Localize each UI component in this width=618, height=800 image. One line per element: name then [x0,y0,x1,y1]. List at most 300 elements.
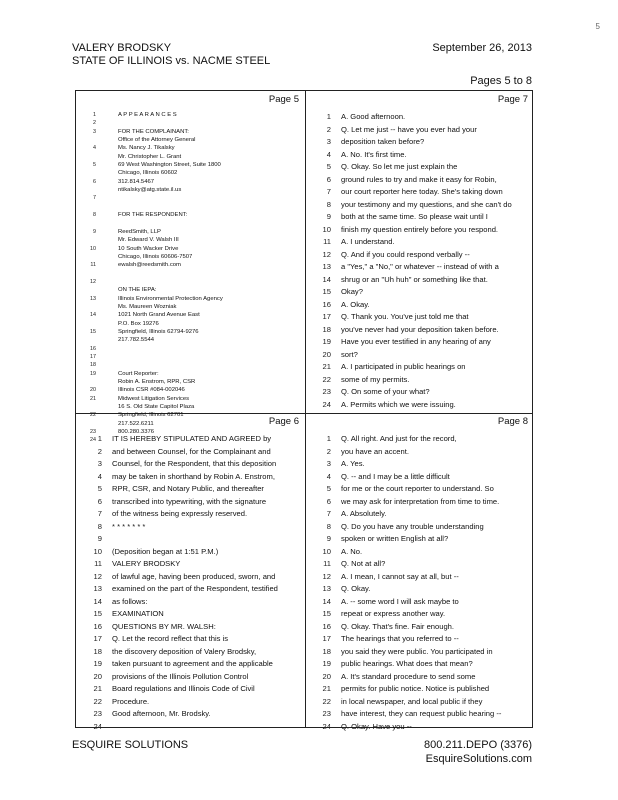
line-number [76,270,118,278]
transcript-line [76,370,305,378]
line-text: Have you ever testified in any hearing of any [341,337,491,346]
transcript-line [305,161,534,174]
line-text: Counsel, for the Respondent, that this deposition [112,459,277,468]
line-number: 11 [94,559,102,568]
transcript-line [305,386,534,399]
line-text: VALERY BRODSKY [112,559,181,568]
line-text: repeat or express another way. [341,609,446,618]
transcript-line [76,596,305,609]
transcript-line [305,374,534,387]
line-number [76,186,118,194]
line-number: 13 [322,584,331,593]
transcript-line [76,153,305,161]
transcript-page-6 [76,413,305,735]
line-number: 19 [322,659,331,668]
line-number: 20 [322,671,331,681]
line-number: 16 [90,345,96,352]
transcript-line [305,336,534,349]
line-text: Q. Let me just -- have you ever had your [341,124,477,134]
line-number [76,169,118,177]
line-number: 15 [322,609,331,618]
transcript-line [76,395,305,403]
line-number: 9 [93,228,96,235]
line-text: 1021 North Grand Avenue East [118,312,200,319]
line-number: 24 [90,437,96,444]
transcript-page-7 [305,91,534,413]
line-number: 23 [93,709,102,718]
line-number: 5 [326,484,331,493]
line-number: 21 [322,362,331,371]
line-text: and between Counsel, for the Complainant and [112,446,271,456]
line-number: 21 [93,684,102,693]
line-text: * * * * * * * [112,521,146,531]
transcript-line [305,621,534,634]
transcript-line [305,111,534,124]
line-text: Office of the Attorney General [118,137,196,144]
transcript-line [305,174,534,187]
line-number [76,378,118,386]
transcript-line [305,274,534,287]
transcript-line [305,199,534,212]
line-text: we may ask for interpretation from time to time. [341,496,500,506]
line-text: you've never had your deposition taken before. [341,324,499,334]
transcript-line [305,311,534,324]
line-number [76,336,118,344]
line-number: 16 [93,621,102,631]
line-number: 1 [326,112,331,121]
company-phone: 800.211.DEPO (3376) [423,739,532,751]
line-text [118,270,305,278]
transcript-line [76,144,305,152]
transcript-line [305,708,534,721]
line-text: ReedSmith, LLP [118,228,161,235]
line-number: 13 [93,584,102,593]
transcript-line [76,546,305,559]
transcript-line [76,303,305,311]
transcript-line [76,433,305,446]
transcript-line [305,546,534,559]
line-text: A. Okay. [341,299,370,309]
line-number: 6 [326,496,331,506]
line-number: 3 [97,459,102,468]
transcript-line [305,399,534,412]
transcript-line [305,261,534,274]
line-text: 217.782.5544 [118,337,155,344]
line-text: in local newspaper, and local public if they [341,696,483,706]
line-number: 1 [97,434,102,443]
line-number: 9 [326,534,331,543]
line-number: 10 [93,546,102,556]
line-number: 9 [97,534,102,543]
line-number: 11 [323,237,331,246]
line-text: you said they were public. You participated in [341,646,493,656]
line-text: Q. On some of your what? [341,387,430,396]
line-number: 6 [326,174,331,184]
line-text: Chicago, Illinois 60606-7507 [118,253,193,260]
transcript-line [305,496,534,509]
line-text: A. I mean, I cannot say at all, but -- [341,571,459,581]
line-number: 15 [90,328,96,335]
line-text: as follows: [112,596,148,606]
line-text: taken pursuant to agreement and the applicable [112,659,273,668]
line-text: you have an accent. [341,446,409,456]
transcript-line [305,521,534,534]
transcript-line [76,336,305,344]
line-number: 18 [322,646,331,656]
transcript-line [76,508,305,521]
line-text: Mr. Edward V. Walsh III [118,237,179,244]
line-text: Q. Okay. So let me just explain the [341,162,458,171]
transcript-page-8 [305,413,534,735]
line-number: 20 [93,671,102,681]
line-text: Q. Thank you. You've just told me that [341,312,469,321]
line-number: 22 [322,374,331,384]
line-text: Springfield, Illinois 62701 [118,412,184,419]
transcript-line [76,521,305,534]
line-text: A. Good afternoon. [341,112,406,121]
line-number: 10 [322,546,331,556]
transcript-line [76,683,305,696]
line-number [76,253,118,261]
line-number: 7 [326,187,331,196]
company-name: ESQUIRE SOLUTIONS [72,739,189,751]
transcript-line [305,671,534,684]
line-text: ground rules to try and make it easy for Robin, [341,174,497,184]
transcript-line [305,186,534,199]
line-text: finish my question entirely before you respond. [341,224,499,234]
line-text [112,721,305,734]
line-text: 312.814.5467 [118,178,155,185]
transcript-line [76,633,305,646]
line-number [76,286,118,294]
line-text: 16 S. Old State Capitol Plaza [118,404,195,411]
line-number: 2 [97,446,102,456]
line-text: 217.522.6211 [118,420,154,427]
transcript-line [305,608,534,621]
line-text: RPR, CSR, and Notary Public, and thereafter [112,484,264,493]
page-lines [76,111,305,445]
line-text: Illinois CSR #084-002046 [118,387,185,394]
line-text: of lawful age, having been produced, sworn, and [112,571,276,581]
case-title: STATE OF ILLINOIS vs. NACME STEEL [72,55,271,67]
line-number: 7 [326,509,331,518]
line-number: 12 [322,571,331,581]
transcript-line [76,646,305,659]
transcript-grid [75,90,533,731]
line-text: Q. Okay. That's fine. Fair enough. [341,621,455,631]
line-text: A. No. It's first time. [341,149,407,159]
line-number: 4 [326,471,331,481]
line-number: 5 [326,162,331,171]
line-text: IT IS HEREBY STIPULATED AND AGREED by [112,434,272,443]
line-number: 24 [322,399,331,409]
line-text: 800.280.3376 [118,429,155,436]
transcript-line [305,596,534,609]
line-number: 19 [90,370,96,377]
line-number: 16 [322,621,331,631]
transcript-line [305,696,534,709]
line-text [112,533,305,546]
line-number: 22 [322,696,331,706]
line-number: 20 [90,387,96,394]
transcript-line [76,178,305,186]
line-text: Q. All right. And just for the record, [341,434,457,443]
line-number [76,403,118,411]
line-number: 17 [322,312,331,321]
line-text: spoken or written English at all? [341,534,449,543]
line-text: have interest, they can request public hearing -- [341,709,502,718]
transcript-line [305,224,534,237]
line-number: 2 [326,446,331,456]
line-text [118,194,305,202]
line-number: 7 [97,509,102,518]
transcript-line [305,683,534,696]
line-number: 8 [93,212,96,219]
line-text: QUESTIONS BY MR. WALSH: [112,621,216,631]
line-number: 5 [93,162,96,169]
line-text: sort? [341,349,358,359]
transcript-line [76,708,305,721]
line-number: 6 [93,178,96,185]
line-text: A P P E A R A N C E S [118,112,177,118]
transcript-line [76,446,305,459]
transcript-line [305,349,534,362]
transcript-line [305,361,534,374]
line-text: Ms. Nancy J. Tikalsky [118,145,175,152]
line-number: 8 [326,199,331,209]
line-number: 10 [90,245,96,252]
line-number: 21 [90,395,96,402]
line-text: The hearings that you referred to -- [341,634,459,643]
transcript-line [305,124,534,137]
line-text: our court reporter here today. She's taking down [341,187,503,196]
transcript-line [76,378,305,386]
line-number: 22 [90,412,96,419]
line-text: Court Reporter: [118,370,159,377]
line-number [76,136,118,144]
line-number: 2 [326,124,331,134]
line-number: 8 [97,521,102,531]
line-text [118,278,305,286]
transcript-line [76,295,305,303]
line-number: 1 [93,112,96,118]
transcript-line [305,533,534,546]
line-text: Springfield, Illinois 62794-9276 [118,328,199,335]
line-text: Illinois Environmental Protection Agency [118,295,223,302]
line-number [76,303,118,311]
line-text: for me or the court reporter to understand. So [341,484,494,493]
transcript-line [305,299,534,312]
transcript-line [76,345,305,353]
line-number: 23 [322,387,331,396]
line-number: 23 [322,709,331,718]
transcript-line [76,320,305,328]
line-text: Q. Let the record reflect that this is [112,634,229,643]
line-number: 11 [90,262,96,269]
line-text: transcribed into typewriting, with the signature [112,496,267,506]
transcript-line [76,261,305,269]
line-text: Okay? [341,287,363,296]
line-number: 24 [322,721,331,731]
line-text: Chicago, Illinois 60602 [118,170,178,177]
line-text: A. -- some word I will ask maybe to [341,596,459,606]
transcript-line [76,583,305,596]
line-text [118,219,305,227]
transcript-line [76,458,305,471]
line-text: Procedure. [112,696,150,706]
transcript-line [305,149,534,162]
line-text: Ms. Maureen Wozniak [118,303,177,310]
line-number: 15 [93,609,102,618]
line-number: 21 [322,684,331,693]
transcript-line [305,446,534,459]
line-number: 4 [326,149,331,159]
line-number: 4 [97,471,102,481]
line-text: your testimony and my questions, and she can't do [341,199,512,209]
line-number [76,320,118,328]
transcript-line [305,483,534,496]
transcript-line [76,236,305,244]
corner-page-mark: 5 [595,22,600,31]
transcript-line [76,558,305,571]
line-text: provisions of the Illinois Pollution Control [112,671,249,681]
transcript-line [305,508,534,521]
transcript-line [76,403,305,411]
line-number [76,153,118,161]
page-label: Page 5 [268,94,299,105]
transcript-line [76,311,305,319]
transcript-line [76,253,305,261]
transcript-line [305,658,534,671]
line-number: 9 [326,212,331,221]
line-number: 15 [322,287,331,296]
line-text: ewalsh@reedsmith.com [118,262,181,269]
line-number: 11 [323,559,331,568]
line-number: 3 [93,128,96,135]
line-number: 23 [90,429,96,436]
transcript-line [76,203,305,211]
line-text: FOR THE COMPLAINANT: [118,128,189,135]
line-text: 10 South Wacker Drive [118,245,179,252]
line-text [118,119,305,127]
line-text: a "Yes," a "No," or whatever -- instead of with a [341,262,499,271]
line-number: 14 [93,596,102,606]
line-number: 1 [326,434,331,443]
transcript-line [305,571,534,584]
line-number: 19 [322,337,331,346]
line-text [118,345,305,353]
line-number [76,236,118,244]
line-text: of the witness being expressly reserved. [112,509,248,518]
transcript-line [76,270,305,278]
transcript-line [76,111,305,119]
line-number: 12 [93,571,102,581]
transcript-line [305,558,534,571]
line-text: public hearings. What does that mean? [341,659,473,668]
transcript-line [305,633,534,646]
page-label: Page 7 [497,94,528,105]
transcript-line [76,328,305,336]
transcript-line [76,194,305,202]
witness-name: VALERY BRODSKY [72,42,172,54]
line-number: 17 [93,634,102,643]
line-text: Q. Do you have any trouble understanding [341,521,484,531]
line-text: Mr. Christopher L. Grant [118,153,182,160]
line-text [118,353,305,361]
line-number: 2 [93,120,96,127]
transcript-line [305,646,534,659]
line-text: permits for public notice. Notice is published [341,684,490,693]
line-number: 4 [93,145,96,152]
line-text: Q. Okay. [341,584,371,593]
transcript-line [76,671,305,684]
line-number: 8 [326,521,331,531]
line-text: A. It's standard procedure to send some [341,671,476,681]
line-number: 6 [97,496,102,506]
line-text: may be taken in shorthand by Robin A. Enstrom, [112,471,275,481]
transcript-line [76,608,305,621]
line-number: 20 [322,349,331,359]
line-text: EXAMINATION [112,609,164,618]
deposition-date: September 26, 2013 [432,42,532,54]
page-lines [305,111,534,411]
company-website: EsquireSolutions.com [425,753,532,765]
page-label: Page 6 [268,416,299,427]
transcript-line [76,496,305,509]
line-number: 14 [90,312,96,319]
line-number [76,203,118,211]
line-text: Q. Okay. Have you -- [341,721,412,731]
line-text: Q. Not at all? [341,559,386,568]
line-text: both at the same time. So please wait until I [341,212,488,221]
line-number: 22 [93,696,102,706]
line-text: A. Absolutely. [341,509,387,518]
line-number: 18 [90,362,96,369]
transcript-line [76,361,305,369]
line-number: 14 [322,274,331,284]
transcript-line [76,721,305,734]
line-number: 18 [93,646,102,656]
line-text: Good afternoon, Mr. Brodsky. [112,709,211,718]
transcript-line [76,658,305,671]
transcript-line [76,353,305,361]
line-text: shrug or an "Uh huh" or something like that. [341,274,488,284]
line-text: some of my permits. [341,374,410,384]
line-number: 13 [322,262,331,271]
line-number: 3 [326,459,331,468]
transcript-line [76,211,305,219]
transcript-line [76,533,305,546]
transcript-line [305,471,534,484]
line-number: 17 [90,353,96,360]
line-number: 7 [93,195,96,202]
transcript-line [76,119,305,127]
line-text: A. Permits which we were issuing. [341,399,456,409]
transcript-line [76,471,305,484]
transcript-line [305,583,534,596]
line-number: 16 [322,299,331,309]
transcript-line [305,136,534,149]
line-text: examined on the part of the Respondent, testified [112,584,278,593]
line-text: A. Yes. [341,459,365,468]
line-number: 12 [90,278,96,285]
line-text: FOR THE RESPONDENT: [118,212,188,219]
line-text: (Deposition began at 1:51 P.M.) [112,546,219,556]
line-number: 12 [322,249,331,259]
transcript-line [305,324,534,337]
line-number: 14 [322,596,331,606]
line-number [76,219,118,227]
